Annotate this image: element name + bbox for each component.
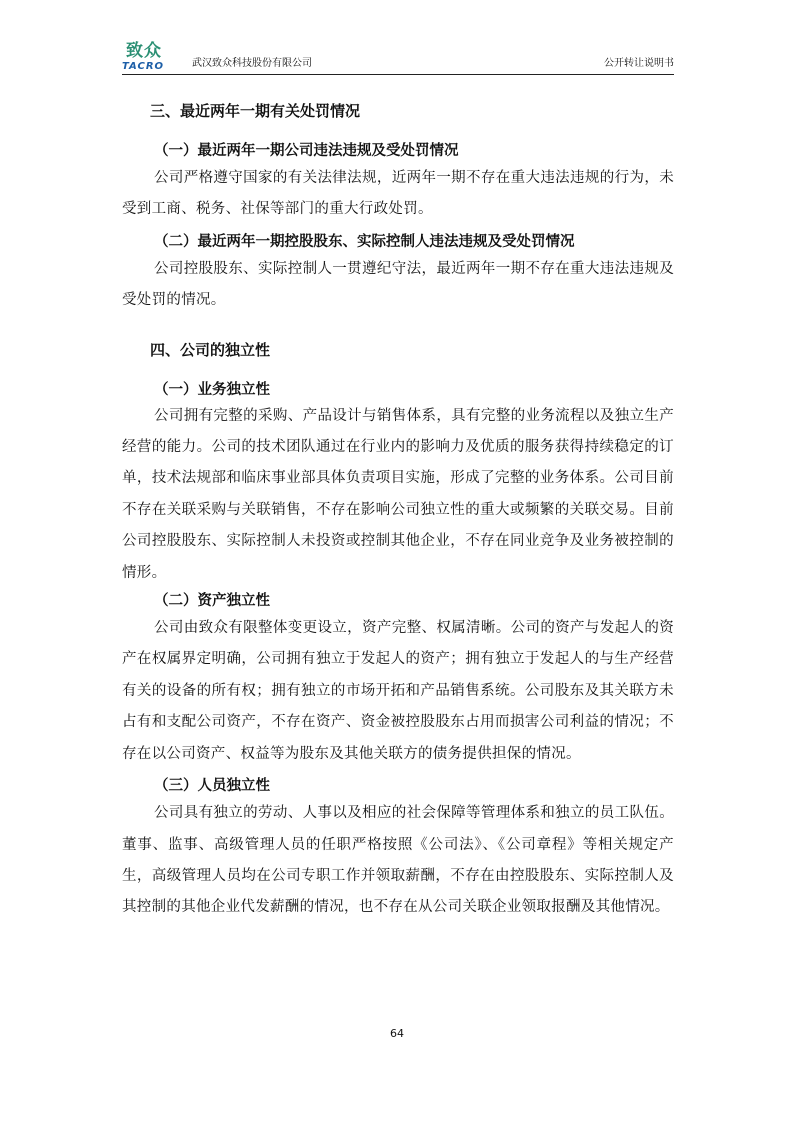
paragraph-company-violations: 公司严格遵守国家的有关法律法规，近两年一期不存在重大违法违规的行为，未受到工商、税务、社保等部门的重大行政处罚。 [122,170,674,218]
subsection-heading-company-violations: （一）最近两年一期公司违法违规及受处罚情况 [154,143,459,159]
page-number: 64 [390,1027,404,1040]
paragraph-asset-independence: 公司由致众有限整体变更设立，资产完整、权属清晰。公司的资产与发起人的资产在权属界定明确，公司拥有独立于发起人的资产；拥有独立于发起人的与生产经营有关的设备的所有权；拥有独立的市场开拓和产品销售系统。公司股东及其关联方未占有和支配公司资产，不存在资产、资金被控股股东占用而损害公司利益的情况；不存在以公司资产、权益等为股东及其他关联方的债务提供担保的情况。 [122,620,674,762]
paragraph-personnel-independence: 公司具有独立的劳动、人事以及相应的社会保障等管理体系和独立的员工队伍。董事、监事、高级管理人员的任职严格按照《公司法》、《公司章程》等相关规定产生，高级管理人员均在公司专职工作并领取薪酬，不存在由控股股东、实际控制人及其控制的其他企业代发薪酬的情况，也不存在从公司关联企业领取报酬及其他情况。 [122,805,674,916]
subsection-heading-business-independence: （一）业务独立性 [154,381,270,398]
header-divider [122,74,674,75]
company-logo [122,43,188,73]
document-type: 公开转让说明书 [604,58,674,69]
section-heading-independence: 四、公司的独立性 [150,340,271,359]
logo-cn-text: 致众 [126,41,162,61]
subsection-heading-asset-independence: （二）资产独立性 [154,593,270,610]
subsection-heading-personnel-independence: （三）人员独立性 [154,778,270,795]
section-heading-penalties: 三、最近两年一期有关处罚情况 [150,102,361,120]
logo-en-text: TACRO [122,61,165,72]
paragraph-shareholder-violations: 公司控股股东、实际控制人一贯遵纪守法，最近两年一期不存在重大违法违规及受处罚的情况。 [122,260,674,309]
subsection-heading-shareholder-violations: （二）最近两年一期控股股东、实际控制人违法违规及受处罚情况 [154,233,575,250]
page-header [122,40,674,74]
document-body [122,100,674,924]
paragraph-business-independence: 公司拥有完整的采购、产品设计与销售体系，具有完整的业务流程以及独立生产经营的能力。公司的技术团队通过在行业内的影响力及优质的服务获得持续稳定的订单，技术法规部和临床事业部具体负责项目实施，形成了完整的业务体系。公司目前不存在关联采购与关联销售，不存在影响公司独立性的重大或频繁的关联交易。目前公司控股股东、实际控制人未投资或控制其他企业，不存在同业竞争及业务被控制的情形。 [122,407,674,581]
company-name: 武汉致众科技股份有限公司 [192,58,312,69]
